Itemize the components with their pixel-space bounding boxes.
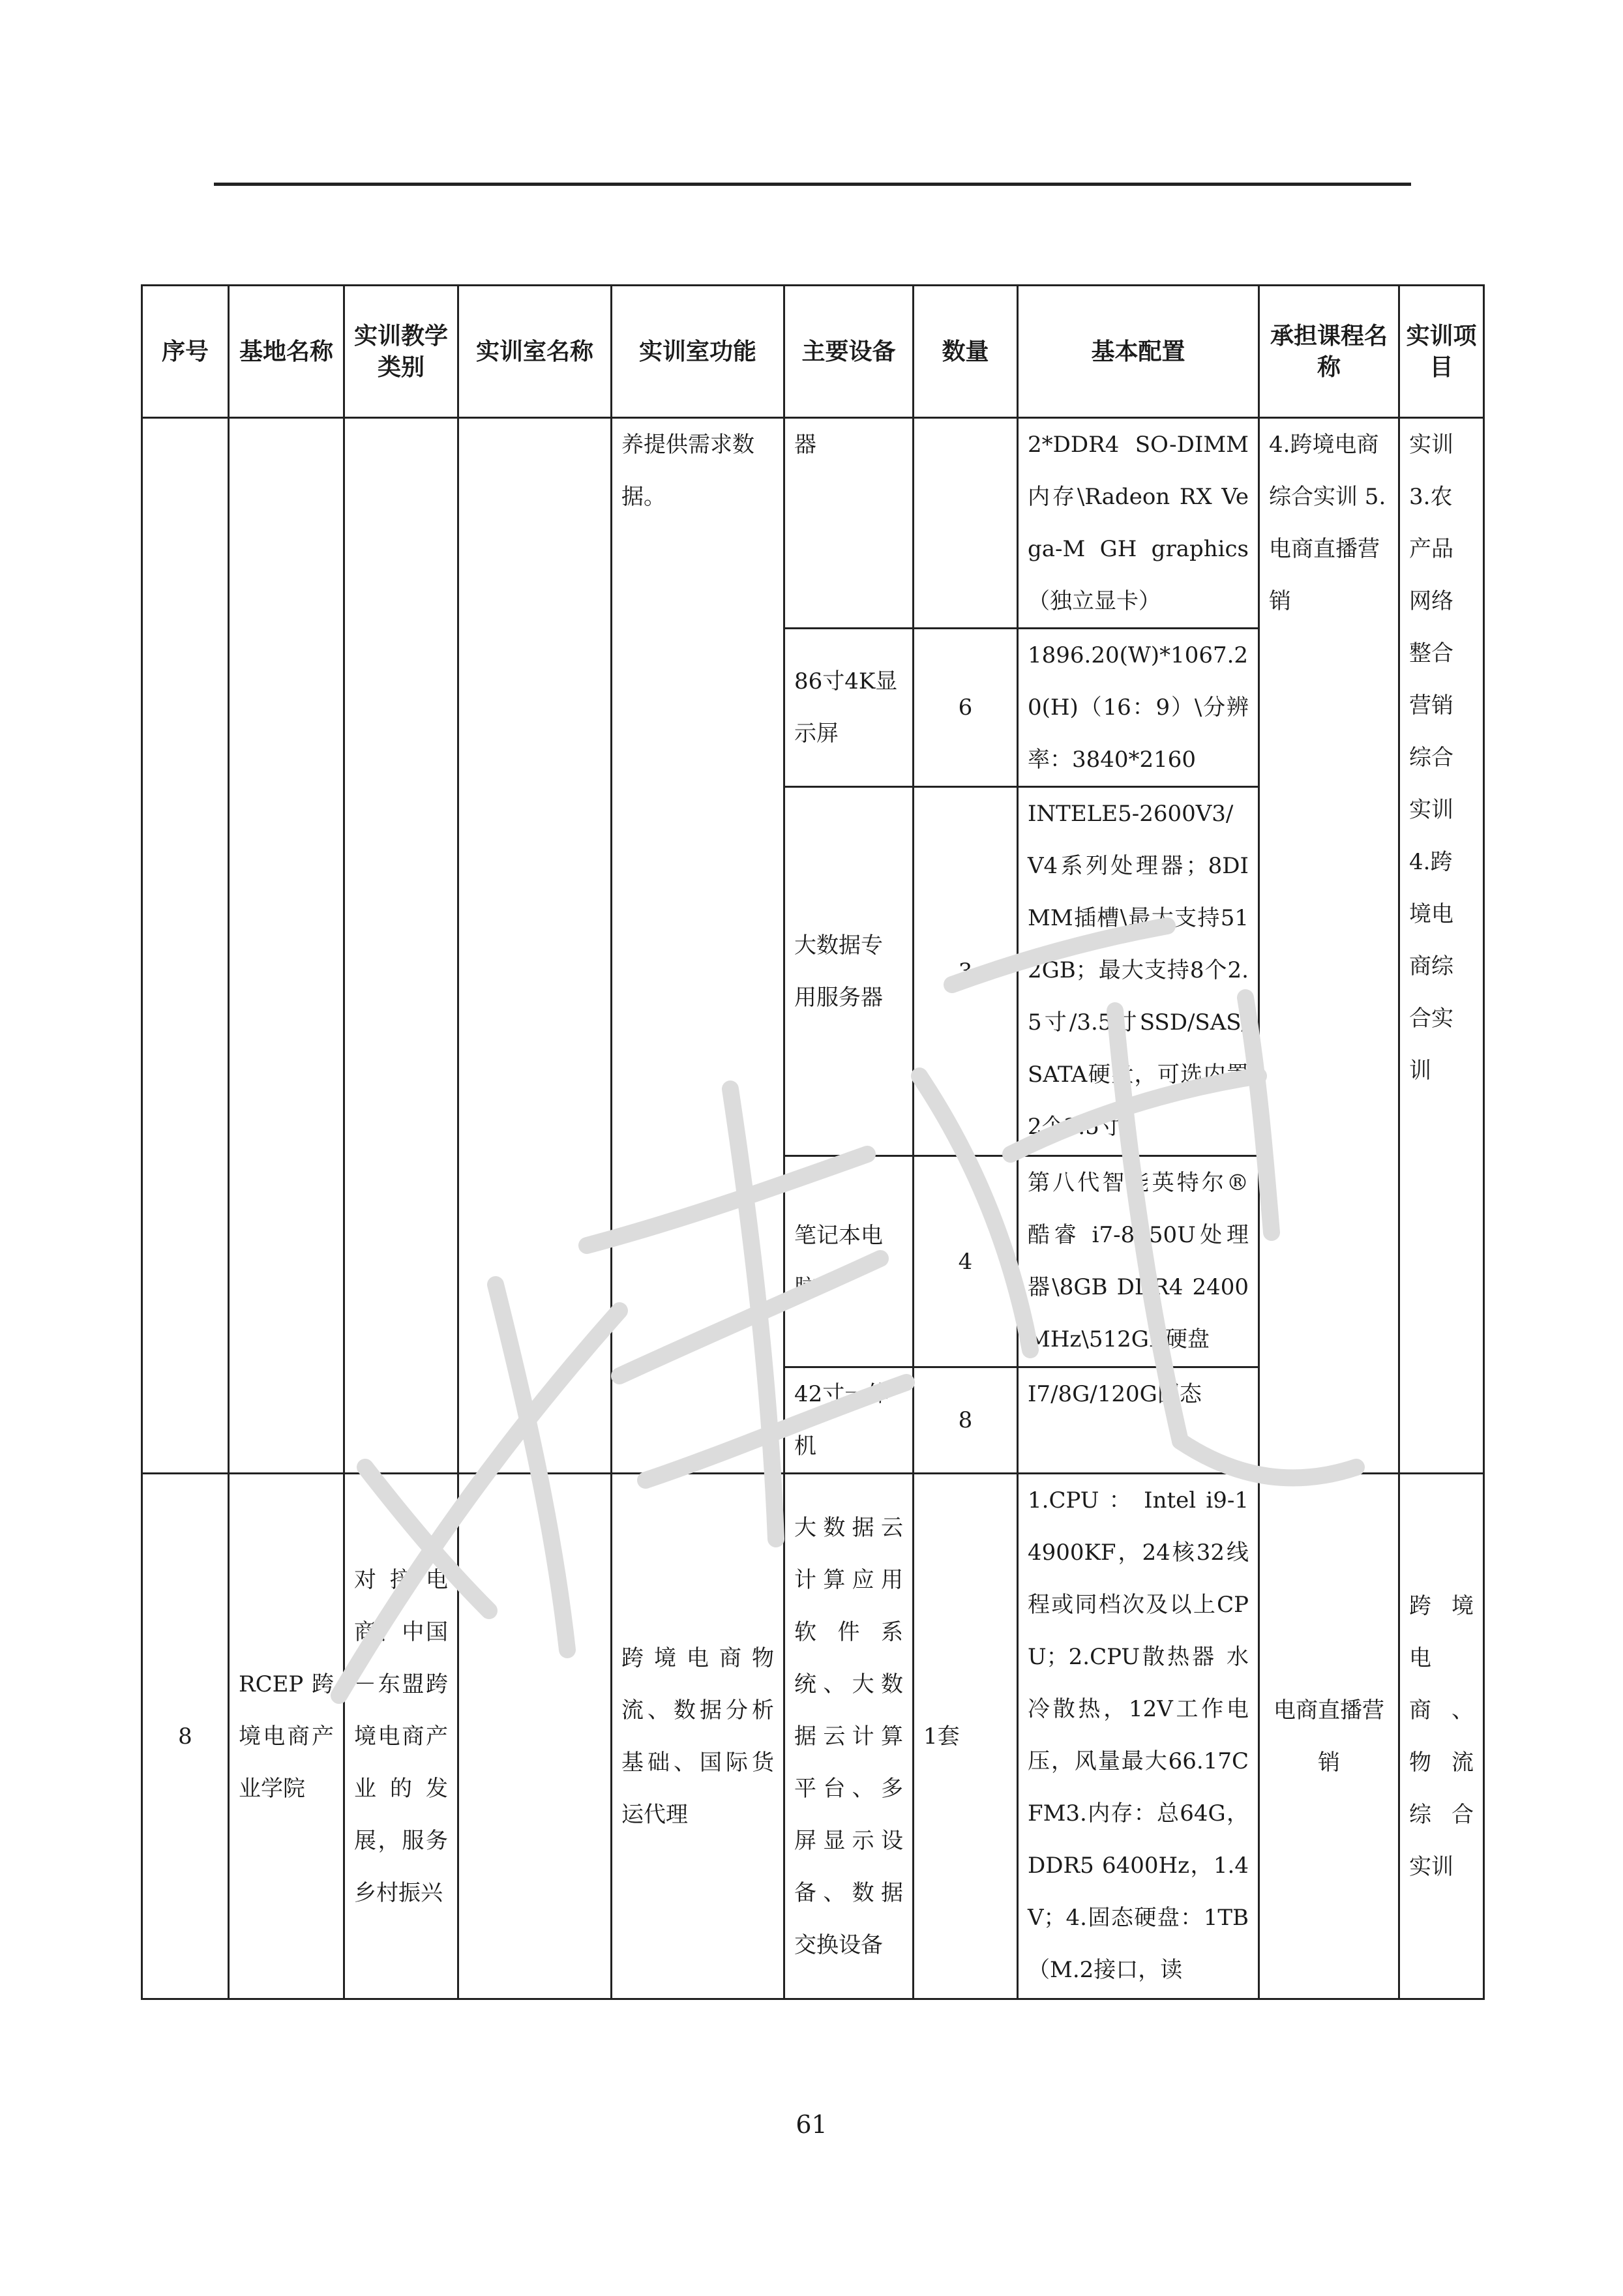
cell-equipment: 笔记本电脑: [784, 1156, 914, 1367]
cell-projects: 跨境电商、物流综合实训: [1399, 1474, 1484, 1999]
cell-no: 8: [142, 1474, 229, 1999]
header-cell: 基本配置: [1018, 286, 1259, 418]
cell-config: 1896.20(W)*1067.20(H)（16：9）\分辨率：3840*2160: [1018, 629, 1259, 787]
cell-function: 跨境电商物流、数据分析基础、国际货运代理: [612, 1474, 784, 1999]
cell-equipment: 大数据专用服务器: [784, 787, 914, 1156]
cell-base: [229, 418, 344, 1474]
table-header-row: [142, 286, 1484, 418]
cell-qty: [914, 418, 1018, 629]
header-cell: 实训教学类别: [344, 286, 458, 418]
header-cell: 实训项目: [1399, 286, 1484, 418]
cell-category: 对接电商、中国－东盟跨境电商产业的发展，服务乡村振兴: [344, 1474, 458, 1999]
header-cell: 承担课程名称: [1259, 286, 1399, 418]
cell-qty: 3: [914, 787, 1018, 1156]
page-number: 61: [796, 2110, 827, 2139]
cell-equipment: 42寸一体机: [784, 1367, 914, 1474]
cell-config: 第八代智能英特尔®酷睿 i7-8550U处理器\8GB DDR4 2400MHz\512GB硬盘: [1018, 1156, 1259, 1367]
cell-room: [458, 418, 612, 1474]
cell-equipment: 器: [784, 418, 914, 629]
cell-qty: 4: [914, 1156, 1018, 1367]
header-cell: 实训室功能: [612, 286, 784, 418]
cell-qty: 1套: [914, 1474, 1018, 1999]
table-row: [142, 418, 1484, 629]
cell-category: [344, 418, 458, 1474]
cell-equipment: 大数据云计算应用软件系统、大数据云计算平台、多屏显示设备、数据交换设备: [784, 1474, 914, 1999]
equipment-table: [141, 284, 1485, 2000]
cell-base: RCEP跨境电商产业学院: [229, 1474, 344, 1999]
header-cell: 主要设备: [784, 286, 914, 418]
cell-projects: 实训 3.农产品网络整合营销综合实训 4.跨境电商综合实训: [1399, 418, 1484, 1474]
cell-courses: 4.跨境电商综合实训 5.电商直播营销: [1259, 418, 1399, 1474]
table-row: [142, 1474, 1484, 1999]
cell-config: 1.CPU ： Intel i9-14900KF，24核32线程或同档次及以上CPU；2.CPU散热器 水冷散热，12V工作电压，风量最大66.17CFM3.内存：总64G，DDR5 6400Hz，1.4V；4.固态硬盘：1TB（M.2接口，读: [1018, 1474, 1259, 1999]
cell-no: [142, 418, 229, 1474]
cell-courses: 电商直播营销: [1259, 1474, 1399, 1999]
cell-function: 养提供需求数据。: [612, 418, 784, 1474]
header-cell: 实训室名称: [458, 286, 612, 418]
cell-qty: 8: [914, 1367, 1018, 1474]
cell-room: [458, 1474, 612, 1999]
cell-equipment: 86寸4K显示屏: [784, 629, 914, 787]
header-rule: [214, 183, 1411, 186]
cell-config: I7/8G/120G固态: [1018, 1367, 1259, 1474]
header-cell: 序号: [142, 286, 229, 418]
cell-qty: 6: [914, 629, 1018, 787]
cell-config: INTELE5-2600V3/V4系列处理器；8DIMM插槽\最大支持512GB；最大支持8个2.5寸/3.5寸SSD/SAS/SATA硬盘，可选内置2个2.5寸: [1018, 787, 1259, 1156]
cell-config: 2*DDR4 SO-DIMM 内存\Radeon RX Vega-M GH graphics（独立显卡）: [1018, 418, 1259, 629]
header-cell: 基地名称: [229, 286, 344, 418]
header-cell: 数量: [914, 286, 1018, 418]
